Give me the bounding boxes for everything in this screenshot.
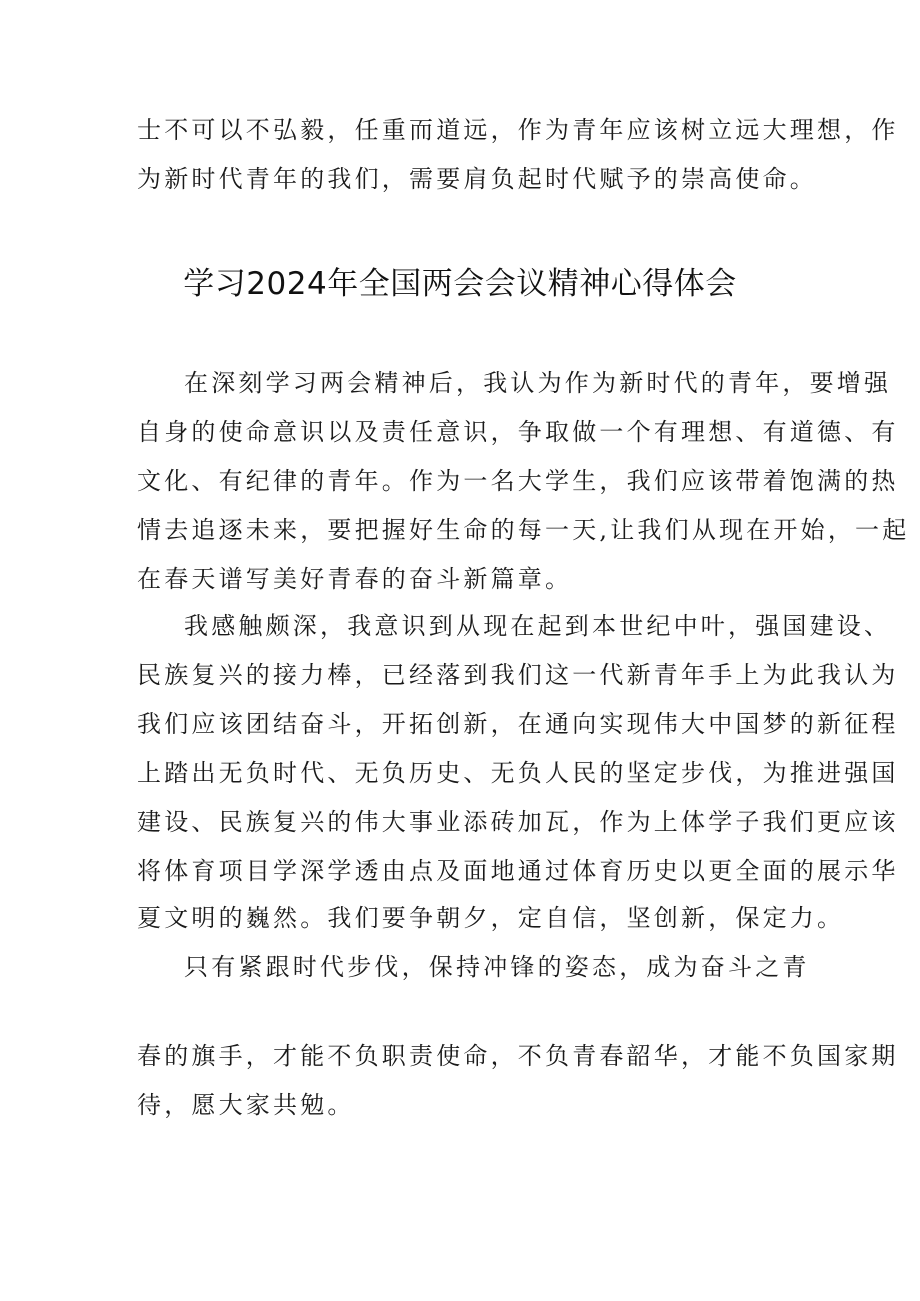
paragraph4-line-1: 春的旗手，才能不负职责使命，不负青春韶华，才能不负国家期 (137, 1042, 899, 1070)
paragraph2-line-3: 我们应该团结奋斗，开拓创新，在通向实现伟大中国梦的新征程 (137, 710, 899, 738)
paragraph2-line-4: 上踏出无负时代、无负历史、无负人民的坚定步伐，为推进强国 (137, 759, 899, 787)
paragraph2-line-6: 将体育项目学深学透由点及面地通过体育历史以更全面的展示华 (137, 857, 899, 885)
carryover-line-2: 为新时代青年的我们，需要肩负起时代赋予的崇高使命。 (137, 165, 817, 193)
paragraph1-line-5: 在春天谱写美好青春的奋斗新篇章。 (137, 565, 573, 593)
document-title: 学习2024年全国两会会议精神心得体会 (183, 266, 737, 302)
paragraph2-line-2: 民族复兴的接力棒，已经落到我们这一代新青年手上为此我认为 (137, 661, 899, 689)
paragraph1-line-3: 文化、有纪律的青年。作为一名大学生，我们应该带着饱满的热 (137, 467, 899, 495)
paragraph4-line-2: 待，愿大家共勉。 (137, 1091, 355, 1119)
paragraph2-line-1: 我感触颇深，我意识到从现在起到本世纪中叶，强国建设、 (184, 612, 892, 640)
paragraph1-line-2: 自身的使命意识以及责任意识，争取做一个有理想、有道德、有 (137, 418, 899, 446)
paragraph2-line-5: 建设、民族复兴的伟大事业添砖加瓦，作为上体学子我们更应该 (137, 808, 899, 836)
paragraph1-line-1: 在深刻学习两会精神后，我认为作为新时代的青年，要增强 (184, 369, 892, 397)
paragraph2-line-7: 夏文明的巍然。我们要争朝夕，定自信，坚创新，保定力。 (137, 904, 845, 932)
paragraph3-line-1: 只有紧跟时代步伐，保持冲锋的姿态，成为奋斗之青 (184, 953, 810, 981)
carryover-line-1: 士不可以不弘毅，任重而道远，作为青年应该树立远大理想，作 (137, 116, 899, 144)
paragraph1-line-4: 情去追逐未来，要把握好生命的每一天,让我们从现在开始，一起 (137, 516, 910, 544)
